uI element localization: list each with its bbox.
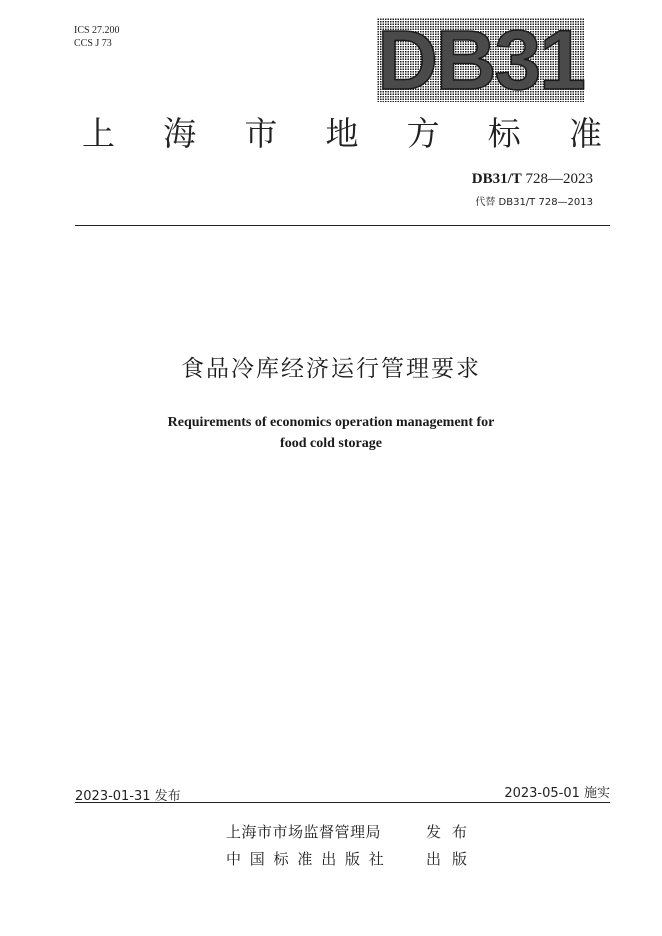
standard-type-char: 上	[82, 114, 115, 153]
standard-code-prefix: DB31/T	[471, 171, 522, 187]
footer-divider	[75, 802, 610, 803]
publisher-row	[226, 821, 478, 842]
standard-type-char: 地	[325, 114, 359, 153]
implementation-date: 2023-05-01 施实	[504, 786, 610, 801]
standard-type-title	[82, 112, 602, 156]
publisher-name: 中国标准出版社	[226, 850, 393, 868]
db31-logo: DB31	[377, 13, 584, 107]
ics-code: ICS 27.200	[74, 25, 120, 36]
classification-codes	[74, 24, 120, 50]
standard-code	[472, 171, 593, 188]
document-title-cn: 食品冷库经济运行管理要求	[181, 356, 481, 382]
replaces-standard: 代替 DB31/T 728—2013	[475, 197, 593, 208]
publisher-row	[226, 848, 478, 869]
issue-date: 2023-01-31 发布	[75, 789, 181, 804]
document-title-en	[0, 412, 662, 454]
standard-type-char: 海	[163, 114, 197, 153]
title-en-line-1: Requirements of economics operation management for	[167, 415, 495, 430]
standard-type-char: 标	[487, 114, 521, 153]
standard-code-number: 728—2023	[521, 171, 593, 187]
standard-type-char: 市	[244, 114, 278, 153]
standard-type-char: 方	[406, 114, 440, 153]
title-en-line-2: food cold storage	[280, 436, 382, 451]
publisher-name: 上海市市场监督管理局	[226, 823, 382, 841]
header-divider	[75, 225, 610, 226]
publisher-action: 出版	[426, 850, 479, 868]
ccs-code: CCS J 73	[74, 38, 112, 49]
standard-type-char: 准	[568, 114, 602, 153]
publisher-action: 发布	[426, 823, 479, 841]
